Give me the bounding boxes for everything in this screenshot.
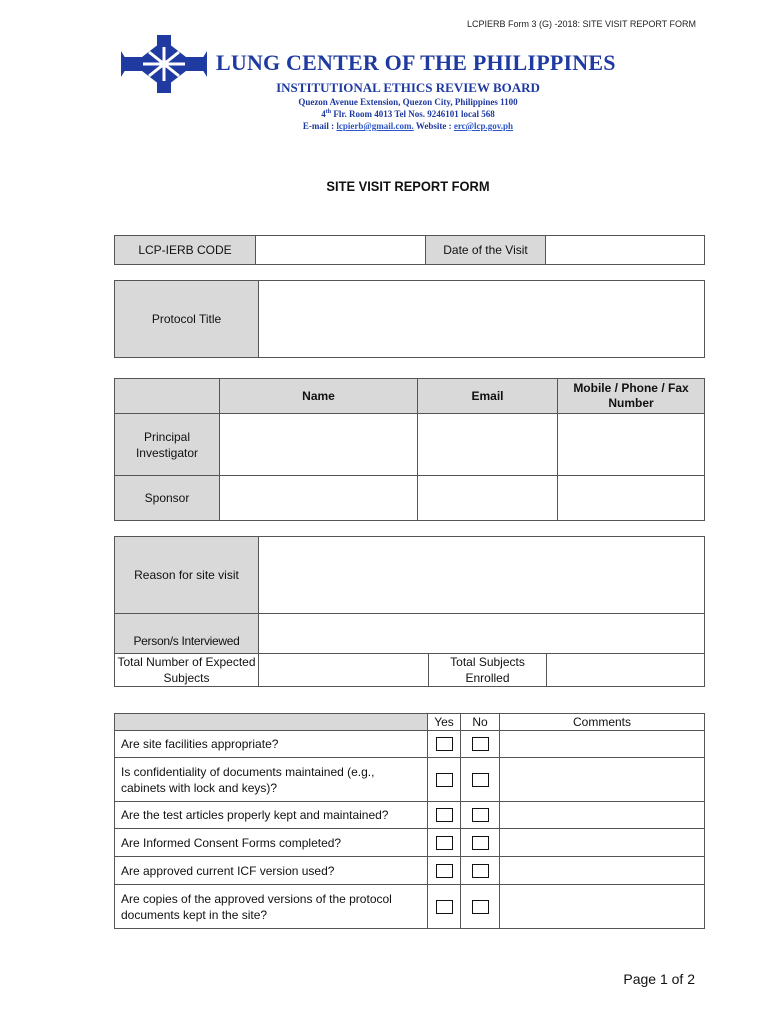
question-text: Are copies of the approved versions of the protocol documents kept in the site? xyxy=(115,885,428,929)
yes-checkbox[interactable] xyxy=(436,836,453,850)
name-header: Name xyxy=(220,379,418,414)
form-code: LCPIERB Form 3 (G) -2018: SITE VISIT REPORT FORM xyxy=(466,19,696,29)
email-label: E-mail : xyxy=(302,121,335,131)
table-row xyxy=(115,885,705,929)
protocol-table xyxy=(114,280,705,358)
checklist-table xyxy=(114,713,705,929)
protocol-title-field[interactable] xyxy=(259,281,705,358)
table-row xyxy=(115,731,705,758)
enrolled-field[interactable] xyxy=(547,654,705,687)
board-name: INSTITUTIONAL ETHICS REVIEW BOARD xyxy=(276,80,540,95)
pi-name-field[interactable] xyxy=(220,414,418,476)
room-rest: Flr. Room 4013 Tel Nos. 9246101 local 568 xyxy=(331,109,495,119)
no-checkbox[interactable] xyxy=(472,773,489,787)
comment-field[interactable] xyxy=(500,885,705,929)
sponsor-phone-field[interactable] xyxy=(558,476,705,521)
table-row xyxy=(115,829,705,857)
comment-field[interactable] xyxy=(500,857,705,885)
page-number: Page 1 of 2 xyxy=(623,971,695,987)
expected-field[interactable] xyxy=(259,654,429,687)
code-label: LCP-IERB CODE xyxy=(115,236,256,265)
table-row xyxy=(115,758,705,802)
sponsor-name-field[interactable] xyxy=(220,476,418,521)
question-text: Are approved current ICF version used? xyxy=(115,857,428,885)
persons-field[interactable] xyxy=(259,614,705,654)
question-text: Is confidentiality of documents maintained (e.g., cabinets with lock and keys)? xyxy=(115,758,428,802)
no-checkbox[interactable] xyxy=(472,808,489,822)
contacts-table xyxy=(114,378,705,521)
code-date-table xyxy=(114,235,705,265)
pi-label: Principal Investigator xyxy=(115,414,220,476)
persons-label: Person/s Interviewed xyxy=(115,614,259,654)
no-checkbox[interactable] xyxy=(472,864,489,878)
protocol-title-label: Protocol Title xyxy=(115,281,259,358)
comment-field[interactable] xyxy=(500,731,705,758)
no-header: No xyxy=(461,714,500,731)
room-sup: th xyxy=(325,109,332,115)
yes-checkbox[interactable] xyxy=(436,808,453,822)
no-checkbox[interactable] xyxy=(472,737,489,751)
email-link[interactable]: lcpierb@gmail.com. xyxy=(336,121,414,131)
yes-checkbox[interactable] xyxy=(436,900,453,914)
yes-header: Yes xyxy=(428,714,461,731)
contact-line xyxy=(0,121,770,131)
visit-table xyxy=(114,536,705,687)
table-row xyxy=(115,857,705,885)
expected-label: Total Number of Expected Subjects xyxy=(115,654,259,687)
sponsor-label: Sponsor xyxy=(115,476,220,521)
website-label: Website : xyxy=(415,121,452,131)
sponsor-email-field[interactable] xyxy=(418,476,558,521)
email-header: Email xyxy=(418,379,558,414)
enrolled-label: Total Subjects Enrolled xyxy=(429,654,547,687)
comment-field[interactable] xyxy=(500,829,705,857)
pi-email-field[interactable] xyxy=(418,414,558,476)
code-field[interactable] xyxy=(256,236,426,265)
reason-label: Reason for site visit xyxy=(115,537,259,614)
comment-field[interactable] xyxy=(500,758,705,802)
yes-checkbox[interactable] xyxy=(436,864,453,878)
pi-phone-field[interactable] xyxy=(558,414,705,476)
contacts-corner xyxy=(115,379,220,414)
yes-checkbox[interactable] xyxy=(436,737,453,751)
date-field[interactable] xyxy=(546,236,705,265)
room-prefix: 4 xyxy=(321,109,326,119)
form-title: SITE VISIT REPORT FORM xyxy=(326,178,490,194)
comment-field[interactable] xyxy=(500,802,705,829)
table-row xyxy=(115,802,705,829)
question-text: Are site facilities appropriate? xyxy=(115,731,428,758)
yes-checkbox[interactable] xyxy=(436,773,453,787)
website-link[interactable]: erc@lcp.gov.ph xyxy=(453,121,514,131)
address-line: Quezon Avenue Extension, Quezon City, Philippines 1100 xyxy=(298,97,518,107)
question-text: Are the test articles properly kept and maintained? xyxy=(115,802,428,829)
phone-header: Mobile / Phone / Fax Number xyxy=(558,379,705,414)
question-text: Are Informed Consent Forms completed? xyxy=(115,829,428,857)
comments-header: Comments xyxy=(500,714,705,731)
org-name: LUNG CENTER OF THE PHILIPPINES xyxy=(216,50,616,75)
no-checkbox[interactable] xyxy=(472,836,489,850)
reason-field[interactable] xyxy=(259,537,705,614)
date-label: Date of the Visit xyxy=(426,236,546,265)
checklist-corner xyxy=(115,714,428,731)
no-checkbox[interactable] xyxy=(472,900,489,914)
room-line xyxy=(0,109,770,119)
